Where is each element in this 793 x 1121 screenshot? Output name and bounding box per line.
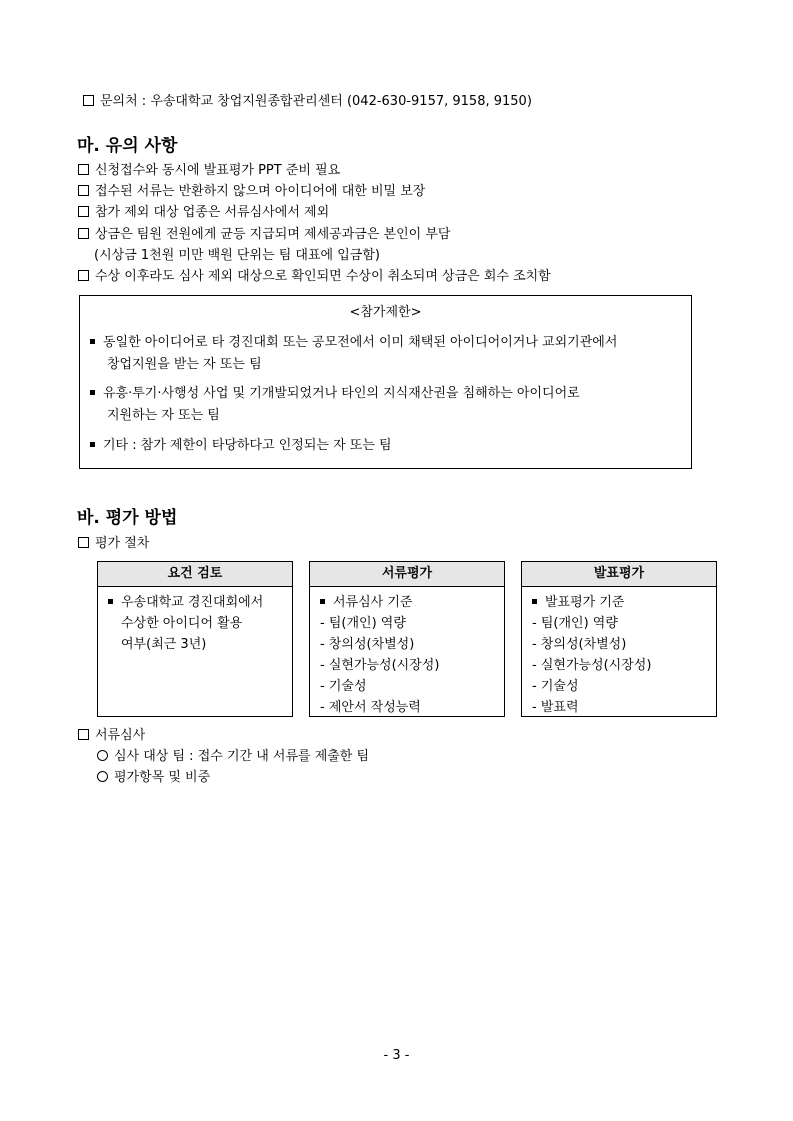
list-item: 수상 이후라도 심사 제외 대상으로 확인되면 수상이 취소되며 상금은 회수 조치함 bbox=[78, 268, 551, 286]
list-item: 접수된 서류는 반환하지 않으며 아이디어에 대한 비밀 보장 bbox=[78, 183, 425, 201]
checkbox-square-icon bbox=[78, 729, 89, 740]
checkbox-square-icon bbox=[83, 95, 94, 106]
restriction-box bbox=[79, 295, 692, 469]
procedure-label: 평가 절차 bbox=[78, 535, 149, 553]
restriction-item-cont: 창업지원을 받는 자 또는 팀 bbox=[107, 357, 262, 372]
doc-review-item: 평가항목 및 비중 bbox=[97, 769, 210, 787]
eval-column-head: 발표평가 bbox=[522, 562, 716, 587]
eval-column-row: - 팀(개인) 역량 bbox=[320, 616, 406, 631]
eval-column-row: 발표평가 기준 bbox=[532, 592, 708, 613]
eval-column-head: 요건 검토 bbox=[98, 562, 292, 587]
checkbox-square-icon bbox=[78, 537, 89, 548]
bullet-square-icon bbox=[108, 599, 113, 604]
eval-column-row: - 창의성(차별성) bbox=[320, 637, 415, 652]
eval-column-row: - 실현가능성(시장성) bbox=[532, 658, 652, 673]
checkbox-square-icon bbox=[78, 185, 89, 196]
eval-column-row: 여부(최근 3년) bbox=[121, 637, 207, 652]
bullet-square-icon bbox=[320, 599, 325, 604]
eval-column-row: 우송대학교 경진대회에서 bbox=[108, 592, 284, 613]
eval-column-documents bbox=[309, 561, 505, 717]
doc-review-label: 서류심사 bbox=[78, 727, 145, 745]
bullet-square-icon bbox=[532, 599, 537, 604]
restriction-item: 유흥·투기·사행성 사업 및 기개발되었거나 타인의 지식재산권을 침해하는 아이디어로 bbox=[90, 385, 580, 403]
eval-column-head: 서류평가 bbox=[310, 562, 504, 587]
list-item-note: (시상금 1천원 미만 백원 단위는 팀 대표에 입금함) bbox=[94, 248, 380, 263]
checkbox-square-icon bbox=[78, 228, 89, 239]
eval-column-row: - 기술성 bbox=[532, 679, 579, 694]
restriction-item: 동일한 아이디어로 타 경진대회 또는 공모전에서 이미 채택된 아이디어이거나 교외기관에서 bbox=[90, 334, 617, 352]
circle-bullet-icon bbox=[97, 750, 108, 761]
eval-column-row: - 제안서 작성능력 bbox=[320, 700, 421, 715]
restriction-item: 기타 : 참가 제한이 타당하다고 인정되는 자 또는 팀 bbox=[90, 437, 392, 455]
bullet-square-icon bbox=[90, 442, 95, 447]
eval-column-row: - 창의성(차별성) bbox=[532, 637, 627, 652]
restriction-box-title: <참가제한> bbox=[349, 305, 422, 320]
checkbox-square-icon bbox=[78, 164, 89, 175]
bullet-square-icon bbox=[90, 339, 95, 344]
eval-column-presentation bbox=[521, 561, 717, 717]
restriction-item-cont: 지원하는 자 또는 팀 bbox=[107, 408, 220, 423]
eval-column-row: - 기술성 bbox=[320, 679, 367, 694]
eval-column-row: 서류심사 기준 bbox=[320, 592, 496, 613]
eval-column-requirements bbox=[97, 561, 293, 717]
eval-column-row: 수상한 아이디어 활용 bbox=[121, 616, 243, 631]
checkbox-square-icon bbox=[78, 206, 89, 217]
section-title-ma: 마. 유의 사항 bbox=[77, 136, 178, 156]
page-number: - 3 - bbox=[383, 1048, 410, 1063]
eval-column-row: - 팀(개인) 역량 bbox=[532, 616, 618, 631]
section-title-ba: 바. 평가 방법 bbox=[77, 508, 178, 528]
circle-bullet-icon bbox=[97, 771, 108, 782]
list-item: 신청접수와 동시에 발표평가 PPT 준비 필요 bbox=[78, 162, 340, 180]
checkbox-square-icon bbox=[78, 270, 89, 281]
eval-column-row: - 발표력 bbox=[532, 700, 579, 715]
bullet-square-icon bbox=[90, 390, 95, 395]
contact-line: 문의처 : 우송대학교 창업지원종합관리센터 (042-630-9157, 9158, 9150) bbox=[83, 93, 532, 111]
eval-column-row: - 실현가능성(시장성) bbox=[320, 658, 440, 673]
list-item: 상금은 팀원 전원에게 균등 지급되며 제세공과금은 본인이 부담 bbox=[78, 226, 450, 244]
list-item: 참가 제외 대상 업종은 서류심사에서 제외 bbox=[78, 204, 329, 222]
doc-review-item: 심사 대상 팀 : 접수 기간 내 서류를 제출한 팀 bbox=[97, 748, 369, 766]
